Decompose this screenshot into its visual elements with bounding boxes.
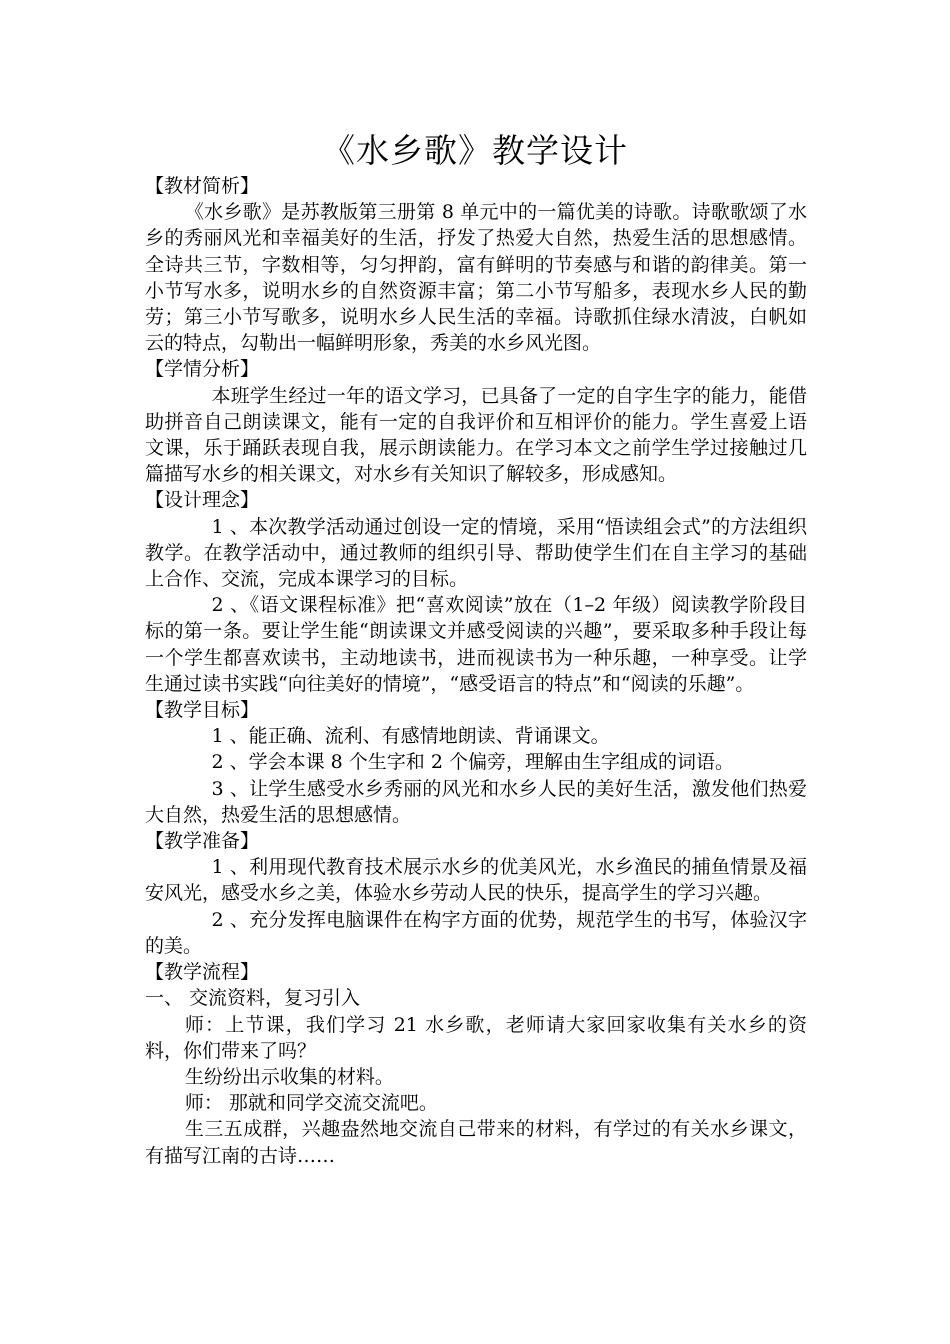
section-heading: 【设计理念】: [145, 489, 260, 512]
paragraph: 2 、学会本课 8 个生字和 2 个偏旁，理解由生字组成的词语。: [211, 751, 734, 774]
paragraph: 2 、充分发挥电脑课件在构字方面的优势，规范学生的书写，体验汉字的美。: [145, 908, 807, 957]
document-body: [145, 173, 807, 1169]
paragraph: 本班学生经过一年的语文学习，已具备了一定的自字生字的能力，能借助拼音自己朗读课文，能有一定的自我评价和互相评价的能力。学生喜爱上语文课，乐于踊跃表现自我，展示朗读能力。在学习本文之前学生学过接触过几篇描写水乡的相关课文，对水乡有关知识了解较多，形成感知。: [145, 384, 807, 486]
section-heading: 【教学准备】: [145, 830, 260, 853]
section-heading: 【教学目标】: [145, 699, 260, 722]
paragraph: 2 、《语文课程标准》把“喜欢阅读”放在（1–2 年级）阅读教学阶段目标的第一条。要让学生能“朗读课文并感受阅读的兴趣”，要采取多种手段让每一个学生都喜欢读书，主动地读书，进而视读书为一种乐趣，一种享受。让学生通过读书实践“向往美好的情境”，“感受语言的特点”和“阅读的乐趣”。: [145, 594, 807, 695]
paragraph: 一、 交流资料，复习引入: [145, 987, 361, 1010]
section-heading: 【学情分析】: [145, 358, 260, 381]
section-heading: 【教材简析】: [145, 175, 260, 197]
paragraph: 生三五成群，兴趣盎然地交流自己带来的材料，有学过的有关水乡课文，有描写江南的古诗……: [145, 1118, 807, 1167]
paragraph: 《水乡歌》是苏教版第三册第 8 单元中的一篇优美的诗歌。诗歌歌颂了水乡的秀丽风光和幸福美好的生活，抒发了热爱大自然，热爱生活的思想感情。全诗共三节，字数相等，匀匀押韵，富有鲜明的节奏感与和谐的韵律美。第一小节写水多，说明水乡的自然资源丰富；第二小节写船多，表现水乡人民的勤劳；第三小节写歌多，说明水乡人民生活的幸福。诗歌抓住绿水清波，白帆如云的特点，勾勒出一幅鲜明形象，秀美的水乡风光图。: [145, 201, 807, 355]
paragraph: 师： 那就和同学交流交流吧。: [184, 1092, 438, 1115]
paragraph: 生纷纷出示收集的材料。: [184, 1065, 394, 1088]
paragraph: 师：上节课，我们学习 21 水乡歌，老师请大家回家收集有关水乡的资料，你们带来了吗？: [145, 1013, 807, 1062]
paragraph: 3 、让学生感受水乡秀丽的风光和水乡人民的美好生活，激发他们热爱大自然，热爱生活的思想感情。: [145, 777, 807, 826]
section-heading: 【教学流程】: [145, 961, 260, 984]
paragraph: 1 、利用现代教育技术展示水乡的优美风光，水乡渔民的捕鱼情景及福安风光，感受水乡之美，体验水乡劳动人民的快乐，提高学生的学习兴趣。: [145, 856, 807, 905]
paragraph: 1 、本次教学活动通过创设一定的情境，采用“悟读组会式”的方法组织教学。在教学活动中，通过教师的组织引导、帮助使学生们在自主学习的基础上合作、交流，完成本课学习的目标。: [145, 515, 807, 591]
paragraph: 1 、能正确、流利、有感情地朗读、背诵课文。: [211, 725, 610, 748]
document-title: 《水乡歌》教学设计: [322, 131, 628, 170]
